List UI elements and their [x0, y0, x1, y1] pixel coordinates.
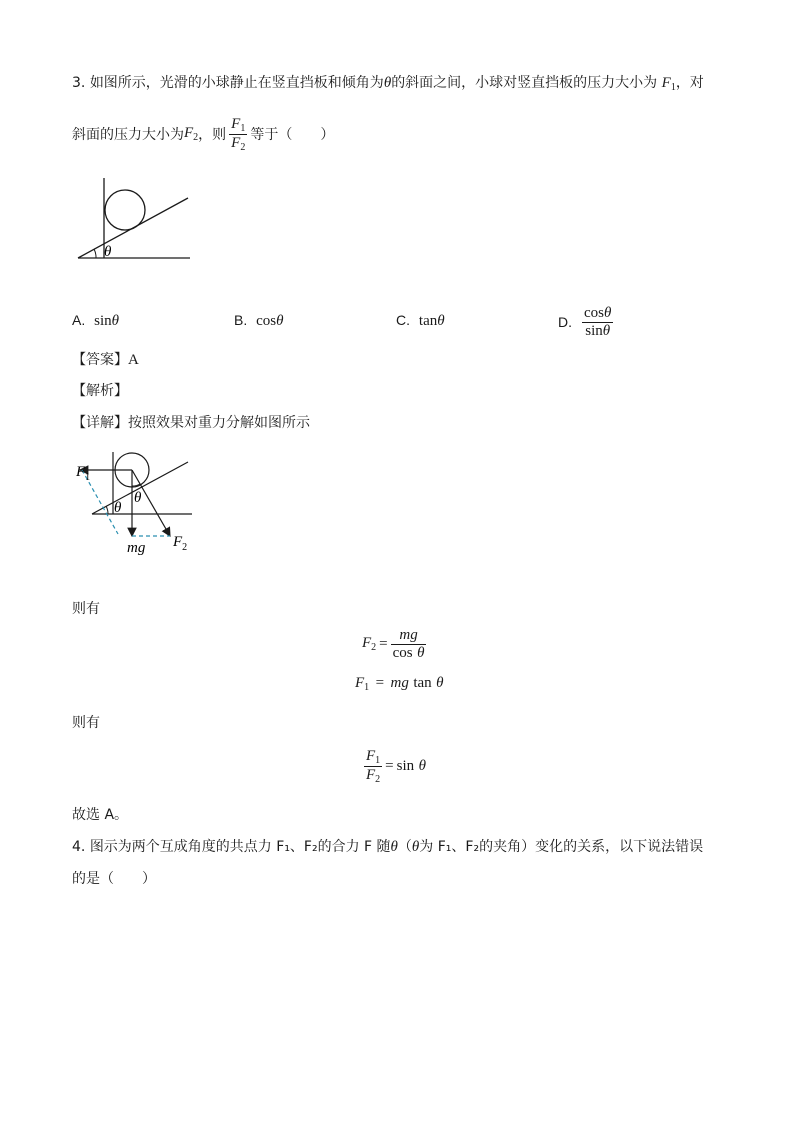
theta-label-top: θ: [134, 490, 142, 506]
f1-symbol: $F_1$: [661, 75, 676, 93]
then-line-1: 则有: [72, 601, 100, 617]
f2-label: $F_2$: [173, 534, 188, 553]
angle-arc: [94, 249, 96, 258]
conclusion-line: 故选 A。: [72, 807, 129, 823]
f2-symbol: $F_2$: [184, 125, 199, 143]
ball: [105, 190, 145, 230]
f1-label: $F_1$: [76, 464, 91, 483]
cos-over-sin-fraction: $\frac{\cos\theta}{\sin\theta}$: [584, 305, 612, 339]
option-b[interactable]: B. cosθ: [234, 312, 284, 329]
theta-label: θ: [104, 244, 112, 260]
equation-ratio: $\frac{F_1}{F_2}$ = sin θ: [366, 747, 426, 785]
answer-line: 【答案】A: [72, 352, 139, 368]
question-3-line-2: 斜面的压力大小为 $F_2$ ，则 $\frac{F_1}{F_2}$ 等于（ ）: [72, 115, 335, 153]
question-number: 4.: [72, 839, 86, 855]
incline-ball-diagram: [70, 170, 200, 270]
option-d[interactable]: D. $\frac{\cos\theta}{\sin\theta}$: [558, 305, 612, 339]
ratio-fraction: $\frac{F_1}{F_2}$: [231, 115, 246, 153]
equation-f2: $F_2$ = $\frac{mg}{\text{cos θ}}$: [362, 627, 425, 661]
question-4-line-1: 4. 图示为两个互成角度的共点力 F₁、F₂的合力 F 随θ（θ为 F₁、F₂的夹角）变化的关系，以下说法错误: [72, 839, 704, 855]
equation-f1: $F_1$ = mg tan θ: [355, 675, 444, 693]
question-number: 3.: [72, 75, 86, 91]
analysis-label: 【解析】: [72, 383, 128, 399]
theta-label-ground: θ: [114, 500, 122, 516]
option-a[interactable]: A. sinθ: [72, 312, 120, 329]
detail-line: 【详解】按照效果对重力分解如图所示: [72, 415, 310, 431]
question-4-line-2: 的是（ ）: [72, 871, 156, 887]
then-line-2: 则有: [72, 715, 100, 731]
option-c[interactable]: C. tanθ: [396, 312, 445, 329]
question-3-line-1: 3. 如图所示，光滑的小球静止在竖直挡板和倾角为θ的斜面之间，小球对竖直挡板的压力大小为 $F_1$，对: [72, 75, 704, 93]
force-decomposition-diagram: [72, 440, 202, 560]
mg-label: mg: [127, 540, 146, 556]
